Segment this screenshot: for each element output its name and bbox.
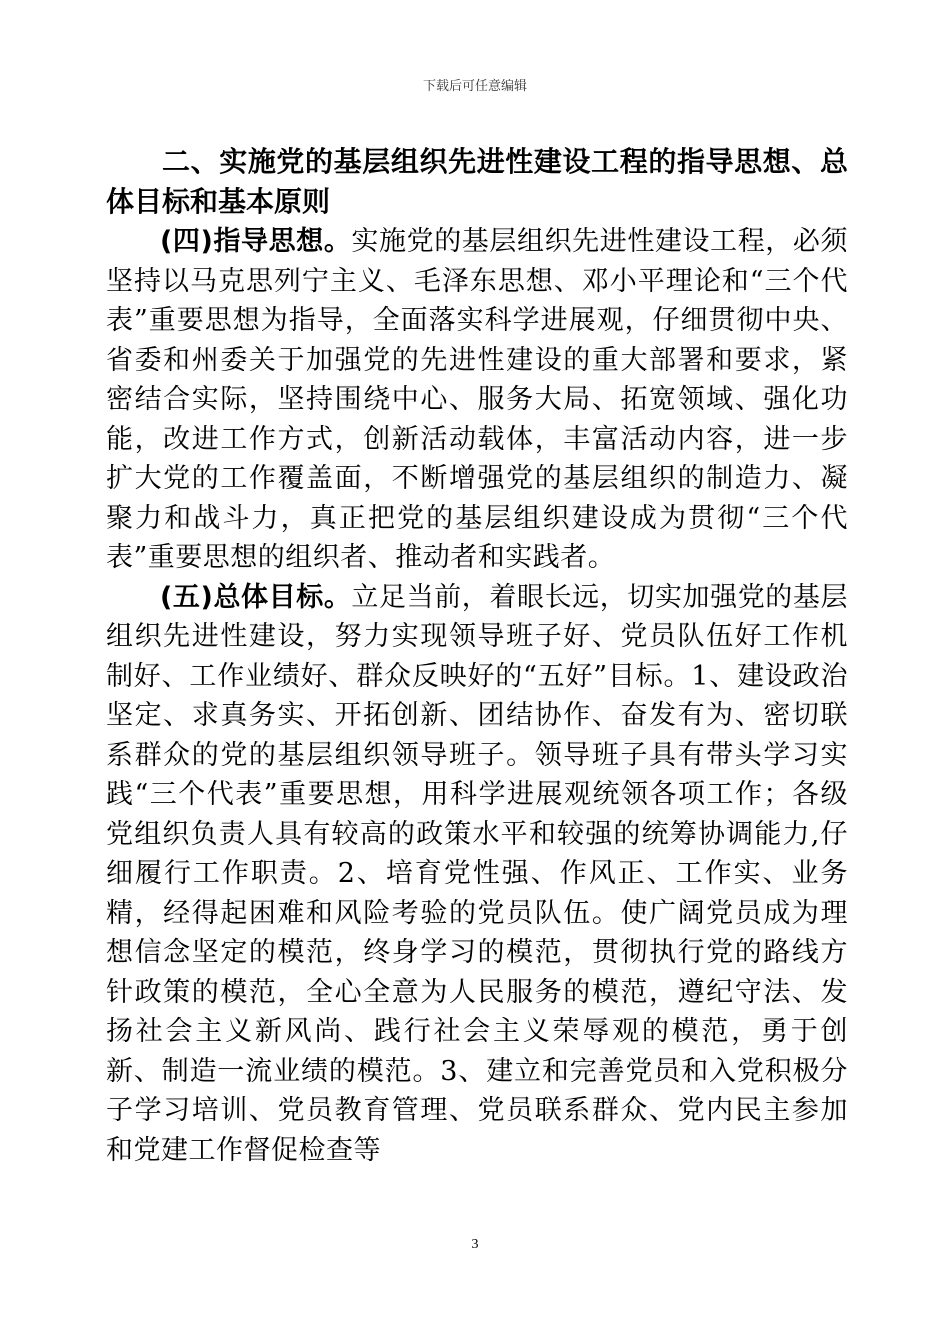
page-number: 3 bbox=[471, 1237, 479, 1252]
paragraph-lead: (四)指导思想。 bbox=[160, 226, 352, 257]
paragraph-text: 实施党的基层组织先进性建设工程，必须坚持以马克思列宁主义、毛泽东思想、邓小平理论和“三个代表”重要思想为指导，全面落实科学进展观，仔细贯彻中央、省委和州委关于加强党的先进性建设的重大部署和要求，紧密结合实际，坚持围绕中心、服务大局、拓宽领域、强化功能，改进工作方式，创新活动载体，丰富活动内容，进一步扩大党的工作覆盖面，不断增强党的基层组织的制造力、凝聚力和战斗力，真正把党的基层组织建设成为贯彻“三个代表”重要思想的组织者、推动者和实践者。 bbox=[106, 226, 848, 573]
paragraph-text: 立足当前，着眼长远，切实加强党的基层组织先进性建设，努力实现领导班子好、党员队伍好工作机制好、工作业绩好、群众反映好的“五好”目标。1、建设政治坚定、求真务实、开拓创新、团结协作、奋发有为、密切联系群众的党的基层组织领导班子。领导班子具有带头学习实践“三个代表”重要思想，用科学进展观统领各项工作；各级党组织负责人具有较高的政策水平和较强的统筹协调能力,仔细履行工作职责。2、培育党性强、作风正、工作实、业务精，经得起困难和风险考验的党员队伍。使广阔党员成为理想信念坚定的模范，终身学习的模范，贯彻执行党的路线方针政策的模范，全心全意为人民服务的模范，遵纪守法、发扬社会主义新风尚、践行社会主义荣辱观的模范，勇于创新、制造一流业绩的模范。3、建立和完善党员和入党积极分子学习培训、党员教育管理、党员联系群众、党内民主参加和党建工作督促检查等 bbox=[106, 581, 848, 1166]
paragraph-lead: (五)总体目标。 bbox=[160, 581, 352, 613]
section-heading: 二、实施党的基层组织先进性建设工程的指导思想、总体目标和基本原则 bbox=[106, 145, 848, 218]
paragraph-overall-goal bbox=[106, 578, 848, 1171]
paragraph-guiding-ideology bbox=[106, 222, 848, 578]
document-body bbox=[106, 142, 848, 1170]
page-header-note: 下载后可任意编辑 bbox=[422, 79, 527, 94]
